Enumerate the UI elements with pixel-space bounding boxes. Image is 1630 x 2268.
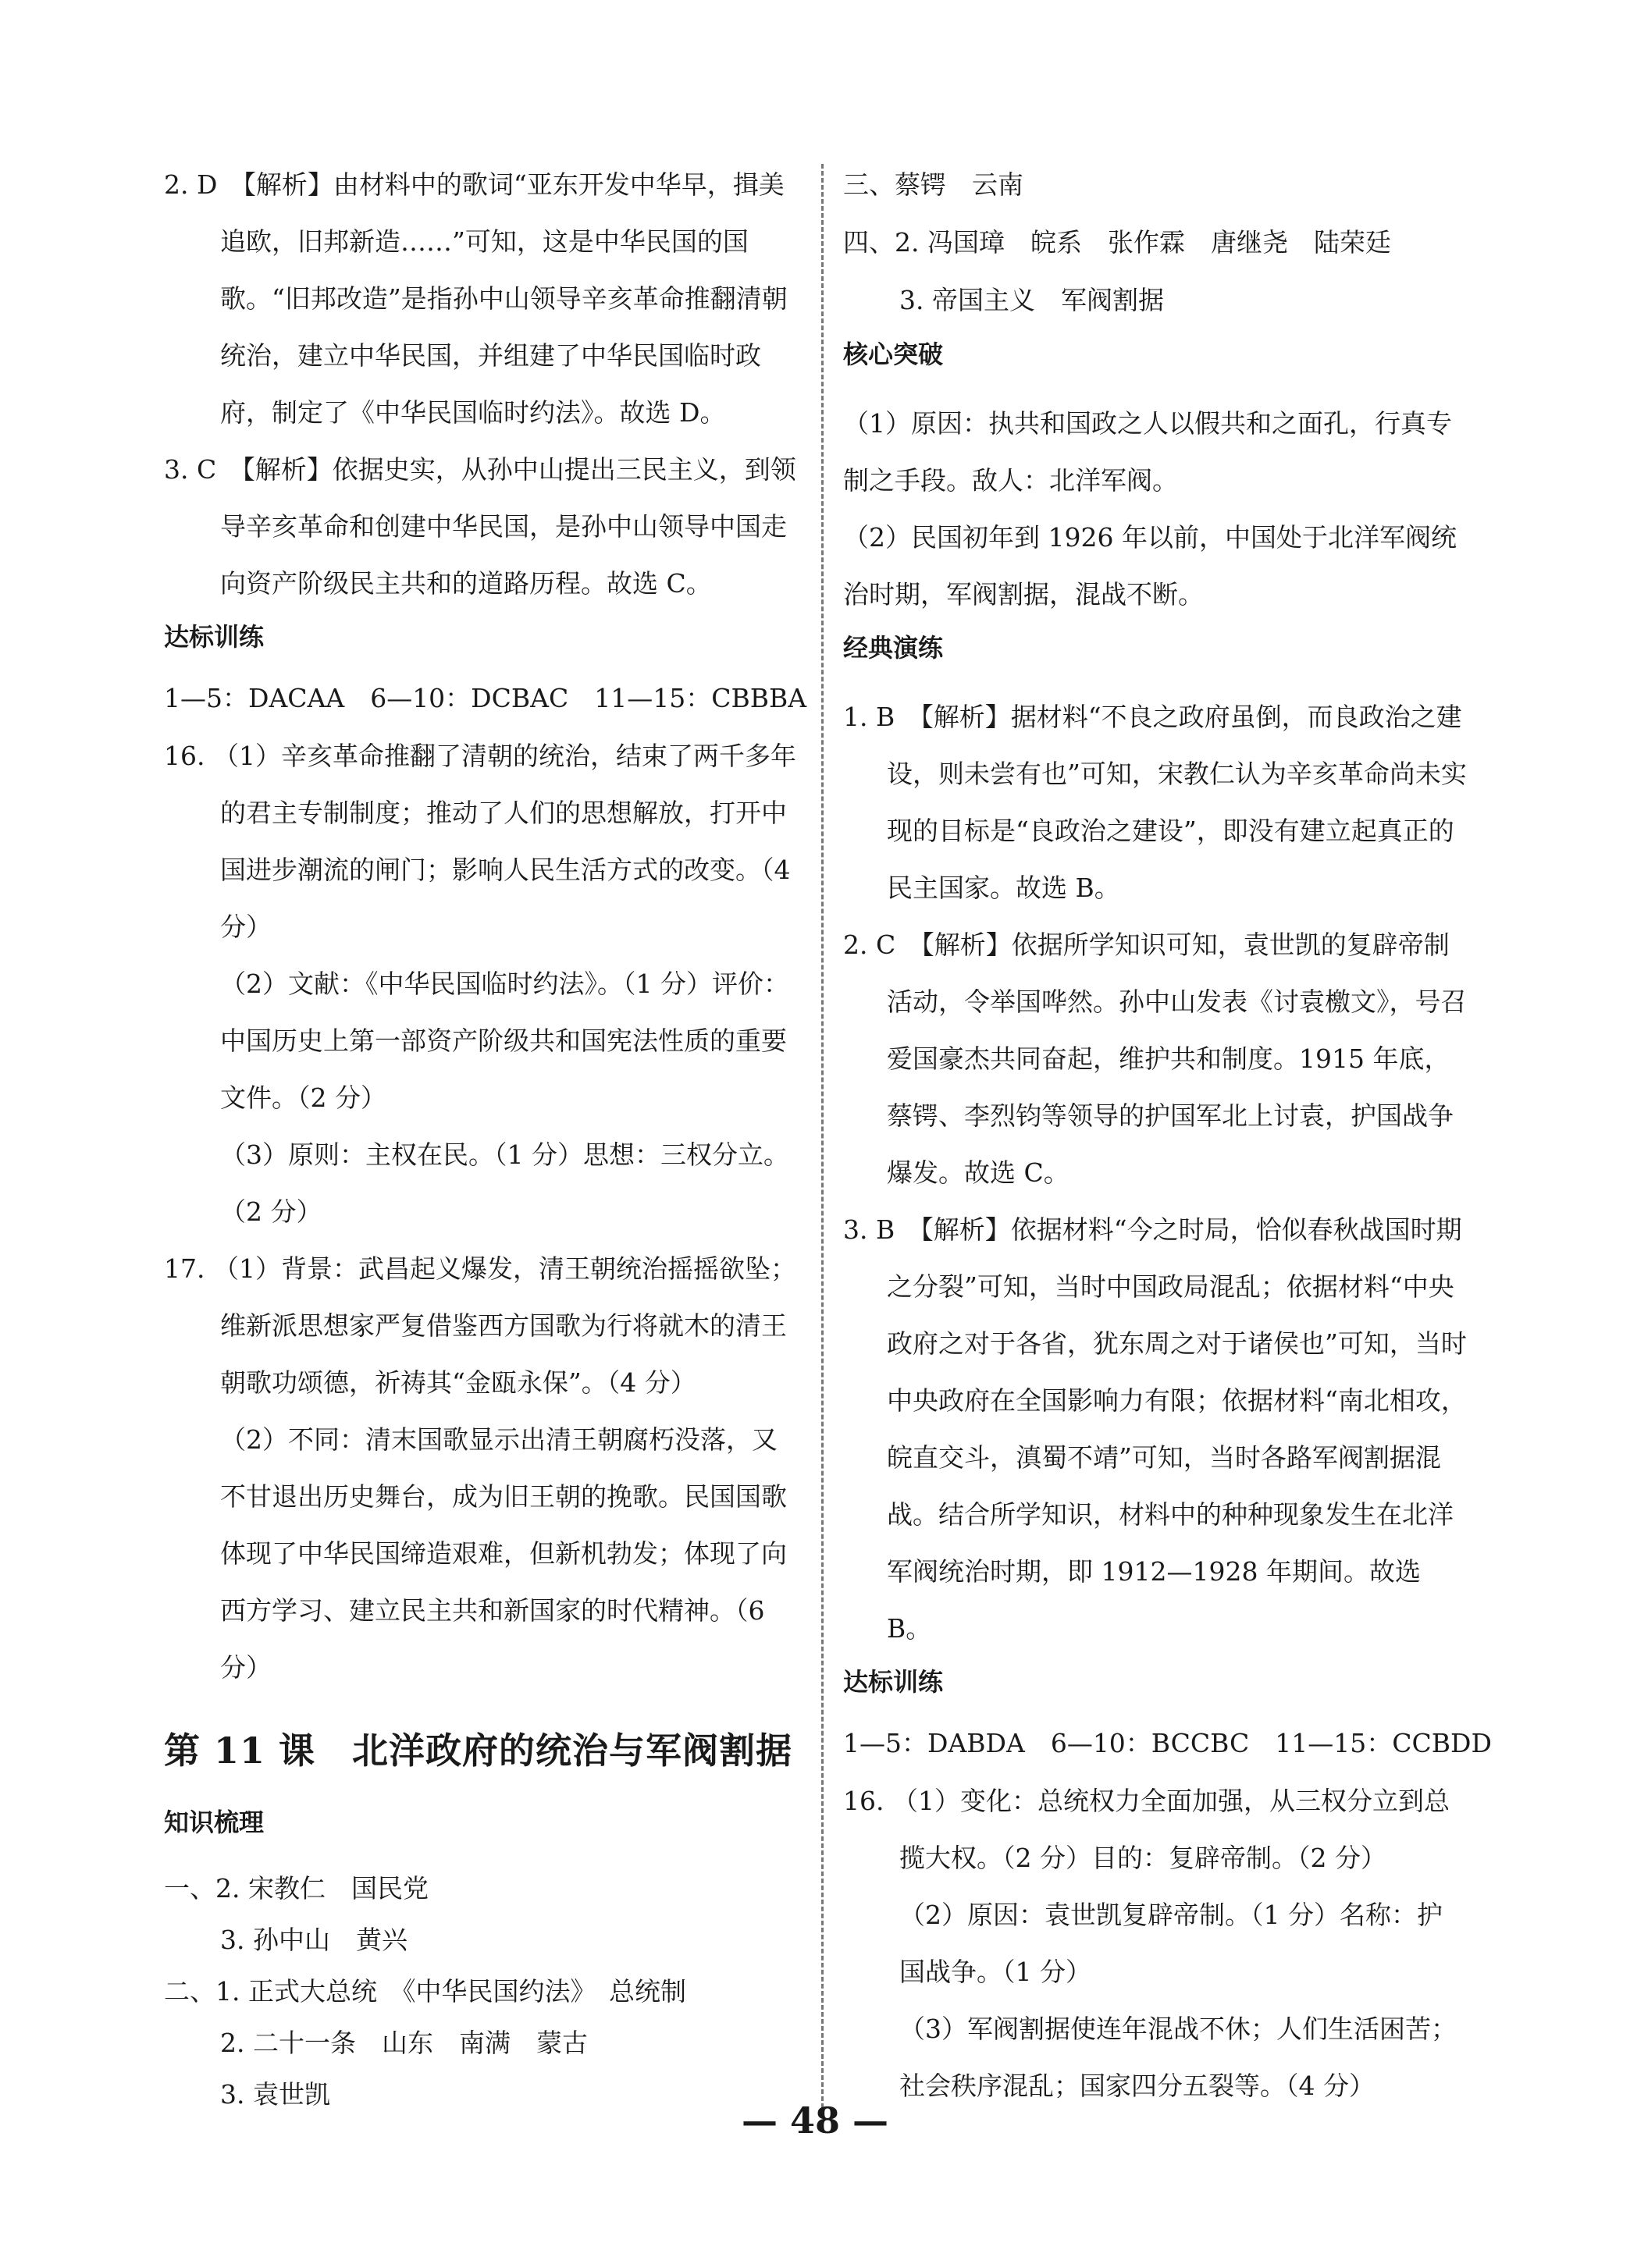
answer-r16-2: （2）原因：袁世凯复辟帝制。（1 分）名称：护国战争。（1 分） — [899, 1900, 1443, 1987]
mc-answers: 1—5：DACAA 6—10：DCBAC 11—15：CBBBA — [164, 683, 807, 713]
answer-q3: 3. C 【解析】依据史实，从孙中山提出三民主义，到领导辛亥革命和创建中华民国，是孙中山领导中国走向资产阶级民主共和的道路历程。故选 C。 — [164, 454, 796, 599]
knowledge-2a: 二、1. 正式大总统 《中华民国约法》 总统制 — [164, 1976, 686, 2007]
answer-q16-2: （2）文献：《中华民国临时约法》。（1 分）评价：中国历史上第一部资产阶级共和国宪法性质的重要文件。（2 分） — [220, 969, 789, 1113]
mc-answers-2: 1—5：DABDA 6—10：BCCBC 11—15：CCBDD — [843, 1728, 1492, 1758]
answer-q2: 2. D 【解析】由材料中的歌词“亚东开发中华早，揖美追欧，旧邦新造……”可知，这是中华民国的国歌。“旧邦改造”是指孙中山领导辛亥革命推翻清朝统治，建立中华民国，并组建了中华民国临时政府，制定了《中华民国临时约法》。故选 D。 — [164, 169, 788, 428]
lesson-title: 第 11 课 北洋政府的统治与军阀割据 — [164, 1729, 793, 1772]
knowledge-4b: 3. 帝国主义 军阀割据 — [899, 285, 1164, 315]
right-column — [843, 156, 1492, 2114]
section-heading-hexin: 核心突破 — [843, 339, 944, 369]
answer-q16-3: （3）原则：主权在民。（1 分）思想：三权分立。（2 分） — [220, 1139, 789, 1227]
section-heading-zhishi: 知识梳理 — [164, 1808, 265, 1837]
knowledge-1b: 3. 孙中山 黄兴 — [220, 1925, 408, 1955]
section-heading-jingdian: 经典演练 — [843, 633, 944, 663]
answer-q17-2: （2）不同：清末国歌显示出清王朝腐朽没落，又不甘退出历史舞台，成为旧王朝的挽歌。民国国歌体现了中华民国缔造艰难，但新机勃发；体现了向西方学习、建立民主共和新国家的时代精神。（6 分） — [220, 1424, 787, 1683]
knowledge-2c: 3. 袁世凯 — [220, 2079, 330, 2110]
left-column — [164, 156, 807, 2120]
exercise-2: 2. C 【解析】依据所学知识可知，袁世凯的复辟帝制活动，令举国哗然。孙中山发表《讨袁檄文》，号召爱国豪杰共同奋起，维护共和制度。1915 年底，蔡锷、李烈钧等领导的护国军北上讨袁，护国战争爆发。故选 C。 — [843, 930, 1467, 1188]
knowledge-2b: 2. 二十一条 山东 南满 蒙古 — [220, 2028, 588, 2058]
answer-q16-1: 16. （1）辛亥革命推翻了清朝的统治，结束了两千多年的君主专制制度；推动了人们的思想解放，打开中国进步潮流的闸门；影响人民生活方式的改变。（4 分） — [164, 741, 796, 942]
knowledge-3: 三、蔡锷 云南 — [843, 169, 1023, 200]
core-1: （1）原因：执共和国政之人以假共和之面孔，行真专制之手段。敌人：北洋军阀。 — [843, 408, 1452, 496]
exercise-3: 3. B 【解析】依据材料“今之时局，恰似春秋战国时期之分裂”可知，当时中国政局混乱；依据材料“中央政府之对于各省，犹东周之对于诸侯也”可知，当时中央政府在全国影响力有限；依据材料“南北相攻，皖直交斗，滇蜀不靖”可知，当时各路军阀割据混战。结合所学知识，材料中的种种现象发生在北洋军阀统治时期，即 1912—1928 年期间。故选 B。 — [843, 1214, 1467, 1644]
section-heading-dabiao-2: 达标训练 — [843, 1667, 944, 1697]
knowledge-1a: 一、2. 宋教仁 国民党 — [164, 1873, 429, 1904]
knowledge-4a: 四、2. 冯国璋 皖系 张作霖 唐继尧 陆荣廷 — [843, 227, 1391, 258]
answer-r16-3: （3）军阀割据使连年混战不休；人们生活困苦；社会秩序混乱；国家四分五裂等。（4 分） — [899, 2014, 1457, 2101]
section-heading-dabiao: 达标训练 — [164, 622, 265, 652]
answer-q17-1: 17. （1）背景：武昌起义爆发，清王朝统治摇摇欲坠；维新派思想家严复借鉴西方国歌为行将就木的清王朝歌功颂德，祈祷其“金瓯永保”。（4 分） — [164, 1253, 796, 1398]
page-number: — 48 — — [741, 2099, 889, 2142]
exercise-1: 1. B 【解析】据材料“不良之政府虽倒，而良政治之建设，则未尝有也”可知，宋教仁认为辛亥革命尚未实现的目标是“良政治之建设”，即没有建立起真正的民主国家。故选 B。 — [843, 702, 1467, 903]
core-2: （2）民国初年到 1926 年以前，中国处于北洋军阀统治时期，军阀割据，混战不断。 — [843, 522, 1457, 610]
answer-r16-1: 16. （1）变化：总统权力全面加强，从三权分立到总揽大权。（2 分）目的：复辟帝制。（2 分） — [843, 1786, 1450, 1873]
column-divider — [821, 164, 824, 2115]
